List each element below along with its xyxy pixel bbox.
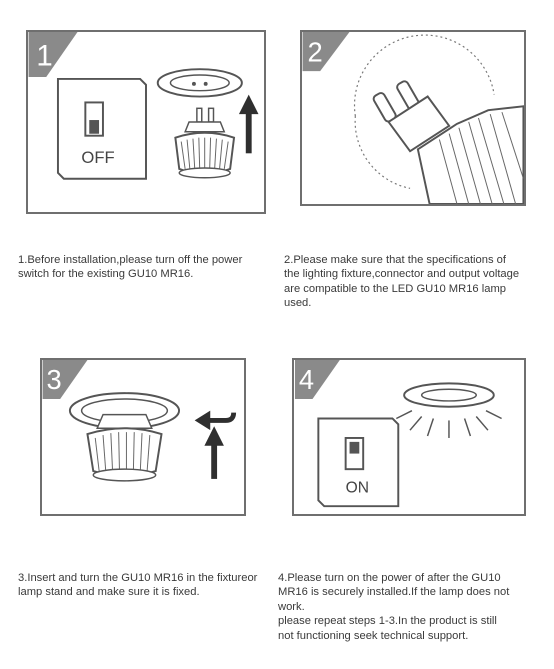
step-2-caption: 2.Please make sure that the specifications of the lighting fixture,connector and output voltage are compatible to the LED GU10 MR16 lamp used.	[284, 254, 520, 310]
glowing-ceiling-light-icon	[396, 383, 501, 438]
wall-switch-off-icon	[58, 79, 146, 179]
step-2-number: 2	[307, 36, 323, 68]
step-4-caption: 4.Please turn on the power of after the GU10 MR16 is securely installed.If the lamp does not work. please repeat steps 1-3.In the product is still not functioning seek technical support.	[278, 572, 510, 642]
ceiling-fixture-icon	[158, 69, 242, 96]
step-1-panel	[26, 30, 266, 214]
step-1-illustration	[28, 32, 264, 212]
step-3-caption: 3.Insert and turn the GU10 MR16 in the fixtureor lamp stand and make sure it is fixed.	[18, 572, 258, 599]
bulb-pins-closeup-icon	[372, 80, 523, 204]
step-2-panel	[300, 30, 526, 206]
gu10-bulb-icon	[175, 108, 234, 177]
step-2-illustration	[302, 32, 524, 204]
fixture-with-bulb-icon	[70, 393, 179, 481]
wall-switch-on-icon	[318, 418, 398, 506]
step-4-number: 4	[298, 364, 315, 396]
arrow-up-icon	[204, 426, 223, 479]
step-3-panel	[40, 358, 246, 516]
step-1-caption: 1.Before installation,please turn off the power switch for the existing GU10 MR16.	[18, 254, 243, 281]
arrow-up-icon	[239, 95, 259, 154]
step-4-panel	[292, 358, 526, 516]
step-3-illustration	[42, 360, 244, 514]
switch-on-label: ON	[345, 479, 370, 497]
switch-off-label: OFF	[81, 148, 115, 168]
step-4-illustration	[294, 360, 524, 514]
step-3-number: 3	[46, 364, 62, 396]
step-1-number: 1	[36, 39, 53, 73]
